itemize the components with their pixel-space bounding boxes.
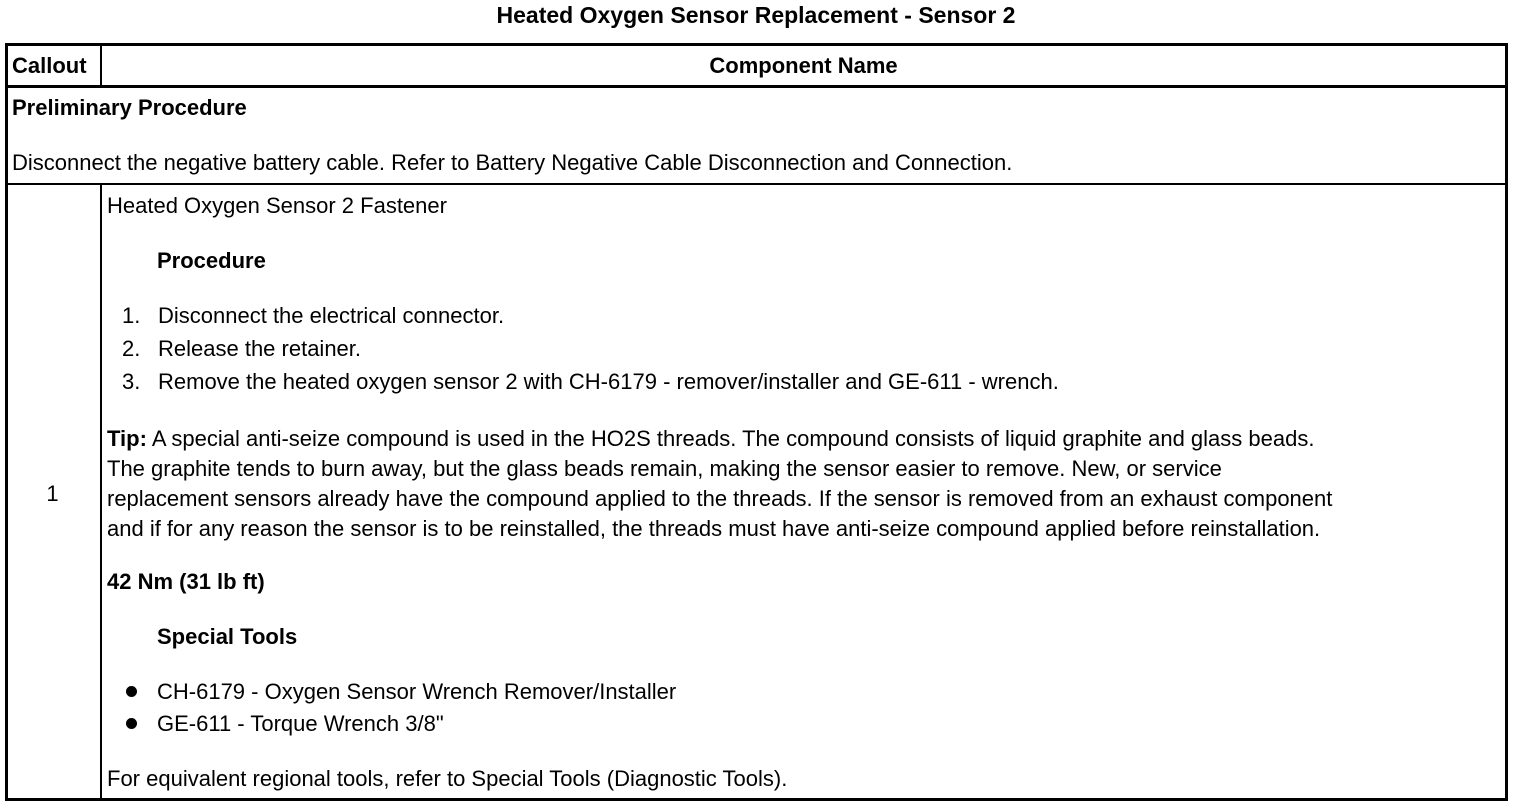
page-title: Heated Oxygen Sensor Replacement - Sensor 2 [496,2,1016,28]
step-number: 3. [122,369,141,394]
header-row-divider [5,85,1508,88]
header-callout: Callout [12,53,87,78]
step-number: 2. [122,336,141,361]
tip-line: and if for any reason the sensor is to be reinstalled, the threads must have anti-seize compound applied before reinstallation. [107,516,1321,541]
step-text: Remove the heated oxygen sensor 2 with CH-6179 - remover/installer and GE-611 - wrench. [158,369,1059,394]
bullet-icon [126,686,137,697]
preliminary-row-divider [5,183,1508,185]
step-number: 1. [122,303,141,328]
tool-item: CH-6179 - Oxygen Sensor Wrench Remover/Installer [157,679,677,704]
step-text: Disconnect the electrical connector. [158,303,505,328]
callout-number: 1 [46,481,59,506]
preliminary-text: Disconnect the negative battery cable. Refer to Battery Negative Cable Disconnection and Connection. [12,150,1013,175]
special-tools-heading: Special Tools [157,624,298,649]
callout-column-divider-row1 [100,184,102,798]
tip-line: replacement sensors already have the compound applied to the threads. If the sensor is removed from an exhaust component [107,486,1333,511]
tool-item: GE-611 - Torque Wrench 3/8" [157,711,444,736]
tip-line: The graphite tends to burn away, but the glass beads remain, making the sensor easier to remove. New, or service [107,456,1222,481]
component-name: Heated Oxygen Sensor 2 Fastener [107,193,447,218]
preliminary-heading: Preliminary Procedure [12,95,247,120]
bullet-icon [126,718,137,729]
torque-spec: 42 Nm (31 lb ft) [107,569,265,594]
procedure-heading: Procedure [157,248,266,273]
tip-line: A special anti-seize compound is used in the HO2S threads. The compound consists of liquid graphite and glass beads. [146,426,1315,451]
header-component-name: Component Name [709,53,898,78]
tip-paragraph [107,424,1507,544]
step-text: Release the retainer. [158,336,362,361]
regional-tools-note: For equivalent regional tools, refer to Special Tools (Diagnostic Tools). [107,766,788,791]
tip-label: Tip: [107,426,147,451]
